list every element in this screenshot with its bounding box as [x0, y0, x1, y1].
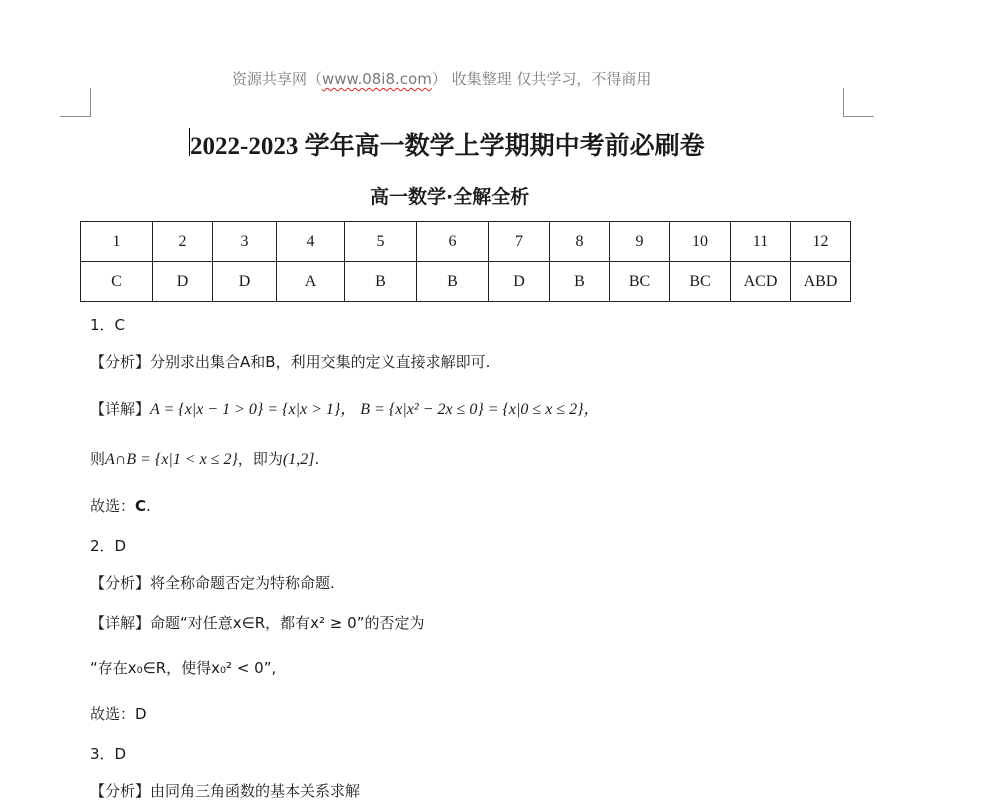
question-number-cell: 8: [550, 222, 610, 262]
q1-interval: (1,2]: [282, 451, 315, 468]
question-number-cell: 11: [731, 222, 791, 262]
q2-analysis-tag: 【分析】: [90, 574, 151, 592]
q3-analysis: [90, 780, 360, 801]
document-subtitle: 高一数学·全解全析: [370, 186, 530, 208]
q1-heading: 1．C: [90, 316, 126, 334]
q1-detail: [90, 396, 600, 419]
answer-table-number-row: [81, 222, 851, 262]
q3-analysis-text: 由同角三角函数的基本关系求解: [150, 782, 361, 800]
answer-cell: BC: [670, 262, 731, 302]
q1-intersection-math: A∩B = {x|1 < x ≤ 2}: [105, 451, 238, 468]
header-note-prefix: 资源共享网（: [232, 70, 323, 88]
answer-cell: B: [345, 262, 417, 302]
document-title: 2022-2023 学年高一数学上学期期中考前必刷卷: [190, 133, 705, 160]
answer-cell: D: [153, 262, 213, 302]
q1-analysis-text: 分别求出集合A和B，利用交集的定义直接求解即可.: [150, 353, 491, 371]
question-number-cell: 1: [81, 222, 153, 262]
q2-analysis: [90, 572, 335, 593]
q1-choice-value: C: [135, 497, 147, 515]
corner-mark-right: [843, 88, 874, 117]
q1-choice: [90, 495, 151, 516]
question-number-cell: 6: [417, 222, 489, 262]
q1-detail-math: A = {x|x − 1 > 0} = {x|x > 1}， B = {x|x² − 2x ≤ 0} = {x|0 ≤ x ≤ 2}，: [150, 401, 600, 418]
q3-heading: 3．D: [90, 745, 127, 763]
answer-cell: ACD: [731, 262, 791, 302]
header-note-suffix: ） 收集整理 仅共学习，不得商用: [431, 70, 652, 88]
q2-analysis-text: 将全称命题否定为特称命题.: [150, 574, 335, 592]
answer-cell: A: [277, 262, 345, 302]
q2-heading: 2．D: [90, 537, 127, 555]
question-number-cell: 12: [791, 222, 851, 262]
question-number-cell: 4: [277, 222, 345, 262]
question-number-cell: 3: [213, 222, 277, 262]
answer-cell: D: [489, 262, 550, 302]
q2-negation: “存在x₀∈R，使得x₀² < 0”,: [90, 659, 277, 677]
question-number-cell: 10: [670, 222, 731, 262]
answer-cell: D: [213, 262, 277, 302]
q1-line2-end: .: [314, 450, 320, 468]
q2-detail-text: 命题“对任意x∈R，都有x² ≥ 0”的否定为: [150, 614, 425, 632]
q1-line2-prefix: 则: [90, 450, 106, 468]
question-number-cell: 5: [345, 222, 417, 262]
q2-choice: 故选：D: [90, 705, 147, 723]
header-note: [232, 68, 651, 89]
answer-table-answer-row: [81, 262, 851, 302]
header-site-link[interactable]: www.08i8.com: [322, 70, 432, 88]
q1-line2-mid: ，即为: [237, 450, 283, 468]
question-number-cell: 7: [489, 222, 550, 262]
answer-table: [80, 221, 851, 302]
question-number-cell: 2: [153, 222, 213, 262]
question-number-cell: 9: [610, 222, 670, 262]
q1-intersection-line: [90, 448, 319, 469]
q1-choice-end: .: [146, 497, 151, 515]
answer-cell: ABD: [791, 262, 851, 302]
answer-cell: C: [81, 262, 153, 302]
answer-cell: BC: [610, 262, 670, 302]
answer-cell: B: [550, 262, 610, 302]
q2-detail-tag: 【详解】: [90, 614, 151, 632]
q2-detail: [90, 612, 424, 633]
corner-mark-left: [60, 88, 91, 117]
q1-analysis: [90, 351, 490, 372]
q1-detail-tag: 【详解】: [90, 400, 151, 418]
q3-analysis-tag: 【分析】: [90, 782, 151, 800]
q1-choice-prefix: 故选：: [90, 497, 136, 515]
q1-analysis-tag: 【分析】: [90, 353, 151, 371]
answer-cell: B: [417, 262, 489, 302]
